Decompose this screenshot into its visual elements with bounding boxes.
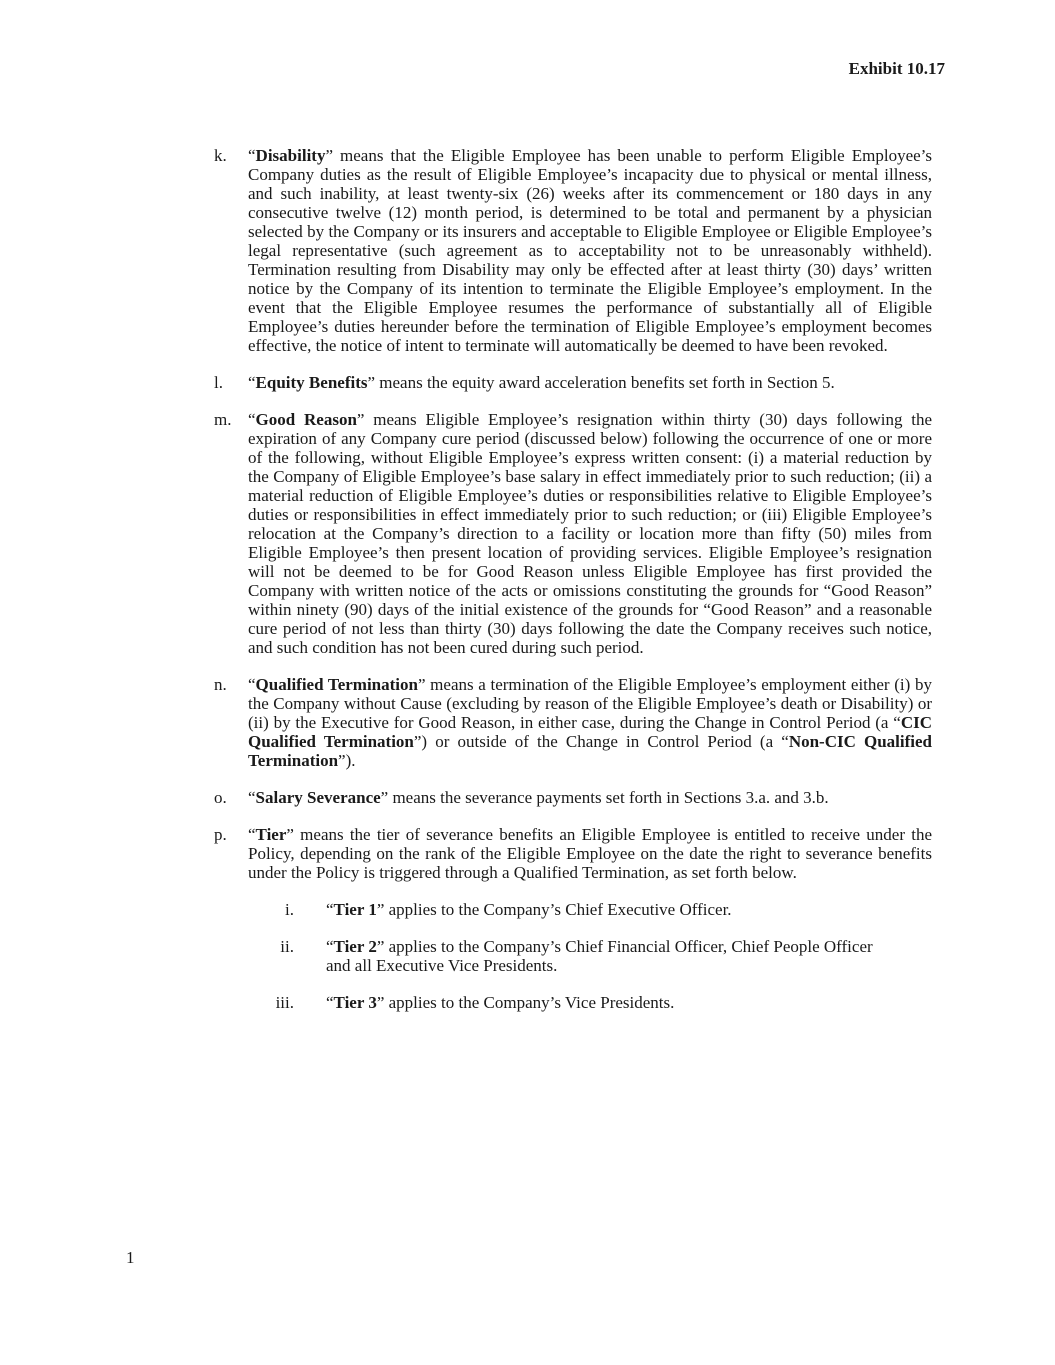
exhibit-label: Exhibit 10.17 xyxy=(848,59,945,78)
tier-marker: iii. xyxy=(275,993,294,1012)
item-marker: m. xyxy=(214,410,232,429)
definition-item-disability xyxy=(214,146,932,355)
defined-term: Good Reason xyxy=(255,410,357,429)
definition-text: ” means Eligible Employee’s resignation within thirty (30) days following the expiration of any Company cure period (discussed below) following the occurrence of one or more of the following, without Eligible Employee’s express written consent: (i) a material reduction by the Company of Eligible Employee’s base salary in effect immediately prior to such reduction; (ii) a material reduction of Eligible Employee’s duties or responsibilities relative to Eligible Employee’s duties or responsibilities in effect immediately prior to such reduction; or (iii) Eligible Employee’s relocation at the Company’s direction to a facility or location more than fifty (50) miles from Eligible Employee’s then present location of providing services. Eligible Employee’s resignation will not be deemed to be for Good Reason unless Eligible Employee has first provided the Company with written notice of the acts or omissions constituting the grounds for “Good Reason” within ninety (90) days of the initial existence of the grounds for “Good Reason” and a reasonable cure period of not less than thirty (30) days following the date the Company receives such notice, and such condition has not been cured during such period. xyxy=(248,410,932,657)
definition-text: ”). xyxy=(338,751,356,770)
defined-term: Qualified Termination xyxy=(255,675,418,694)
item-marker: o. xyxy=(214,788,227,807)
definition-item-equity-benefits xyxy=(214,373,932,392)
tier-text: ” applies to the Company’s Vice Presidents. xyxy=(376,993,675,1012)
tier-item-2 xyxy=(214,937,932,975)
tier-term: Tier 1 xyxy=(333,900,377,919)
page-number: 1 xyxy=(126,1248,135,1267)
tier-text: ” applies to the Company’s Chief Executive Officer. xyxy=(376,900,732,919)
definition-text: ” means the tier of severance benefits an Eligible Employee is entitled to receive under the Policy, depending on the rank of the Eligible Employee on the date the right to severance benefits under the Policy is triggered through a Qualified Termination, as set forth below. xyxy=(248,825,932,882)
open-quote: “ xyxy=(248,788,256,807)
definition-text: ” means the severance payments set forth in Sections 3.a. and 3.b. xyxy=(380,788,829,807)
definition-text: ” means the equity award acceleration benefits set forth in Section 5. xyxy=(367,373,835,392)
item-marker: k. xyxy=(214,146,227,165)
defined-term-non-cic: Non-CIC Qualified Termination xyxy=(248,732,933,770)
definition-item-salary-severance xyxy=(214,788,932,807)
tier-text: ” applies to the Company’s Chief Financial Officer, Chief People Officer and all Executive Vice Presidents. xyxy=(326,937,873,975)
tier-term: Tier 3 xyxy=(333,993,377,1012)
open-quote: “ xyxy=(248,410,256,429)
definition-text: ” means a termination of the Eligible Employee’s employment either (i) by the Company without Cause (excluding by reason of the Eligible Employee’s death or Disability) or (ii) by the Executive for Good Reason, in either case, during the Change in Control Period (a “ xyxy=(248,675,932,732)
open-quote: “ xyxy=(248,825,256,844)
open-quote: “ xyxy=(326,993,334,1012)
definition-item-qualified-termination xyxy=(214,675,932,770)
open-quote: “ xyxy=(326,937,334,956)
definition-item-tier xyxy=(214,825,932,882)
tier-marker: ii. xyxy=(280,937,294,956)
tier-marker: i. xyxy=(285,900,294,919)
definition-text: ”) or outside of the Change in Control Period (a “ xyxy=(413,732,789,751)
definition-item-good-reason xyxy=(214,410,932,657)
tier-term: Tier 2 xyxy=(333,937,377,956)
open-quote: “ xyxy=(326,900,334,919)
open-quote: “ xyxy=(248,146,256,165)
tier-item-3 xyxy=(214,993,932,1012)
defined-term: Salary Severance xyxy=(255,788,381,807)
defined-term-cic: CIC Qualified Termination xyxy=(248,713,932,751)
definitions-list xyxy=(214,146,932,1030)
item-marker: p. xyxy=(214,825,227,844)
defined-term: Equity Benefits xyxy=(255,373,368,392)
defined-term: Disability xyxy=(255,146,326,165)
open-quote: “ xyxy=(248,373,256,392)
item-marker: n. xyxy=(214,675,227,694)
definition-text: ” means that the Eligible Employee has been unable to perform Eligible Employee’s Company duties as the result of Eligible Employee’s incapacity due to physical or mental illness, and such inability, at least twenty-six (26) weeks after its commencement or 180 days in any consecutive twelve (12) month period, is determined to be total and permanent by a physician selected by the Company or its insurers and acceptable to Eligible Employee or Eligible Employee’s legal representative (such agreement as to acceptability not to be unreasonably withheld). Termination resulting from Disability may only be effected after at least thirty (30) days’ written notice by the Company of its intention to terminate the Eligible Employee’s employment. In the event that the Eligible Employee resumes the performance of substantially all of Eligible Employee’s duties hereunder before the termination of Eligible Employee’s employment becomes effective, the notice of intent to terminate will automatically be deemed to have been revoked. xyxy=(248,146,932,355)
defined-term: Tier xyxy=(255,825,287,844)
tier-item-1 xyxy=(214,900,932,919)
item-marker: l. xyxy=(214,373,223,392)
open-quote: “ xyxy=(248,675,256,694)
